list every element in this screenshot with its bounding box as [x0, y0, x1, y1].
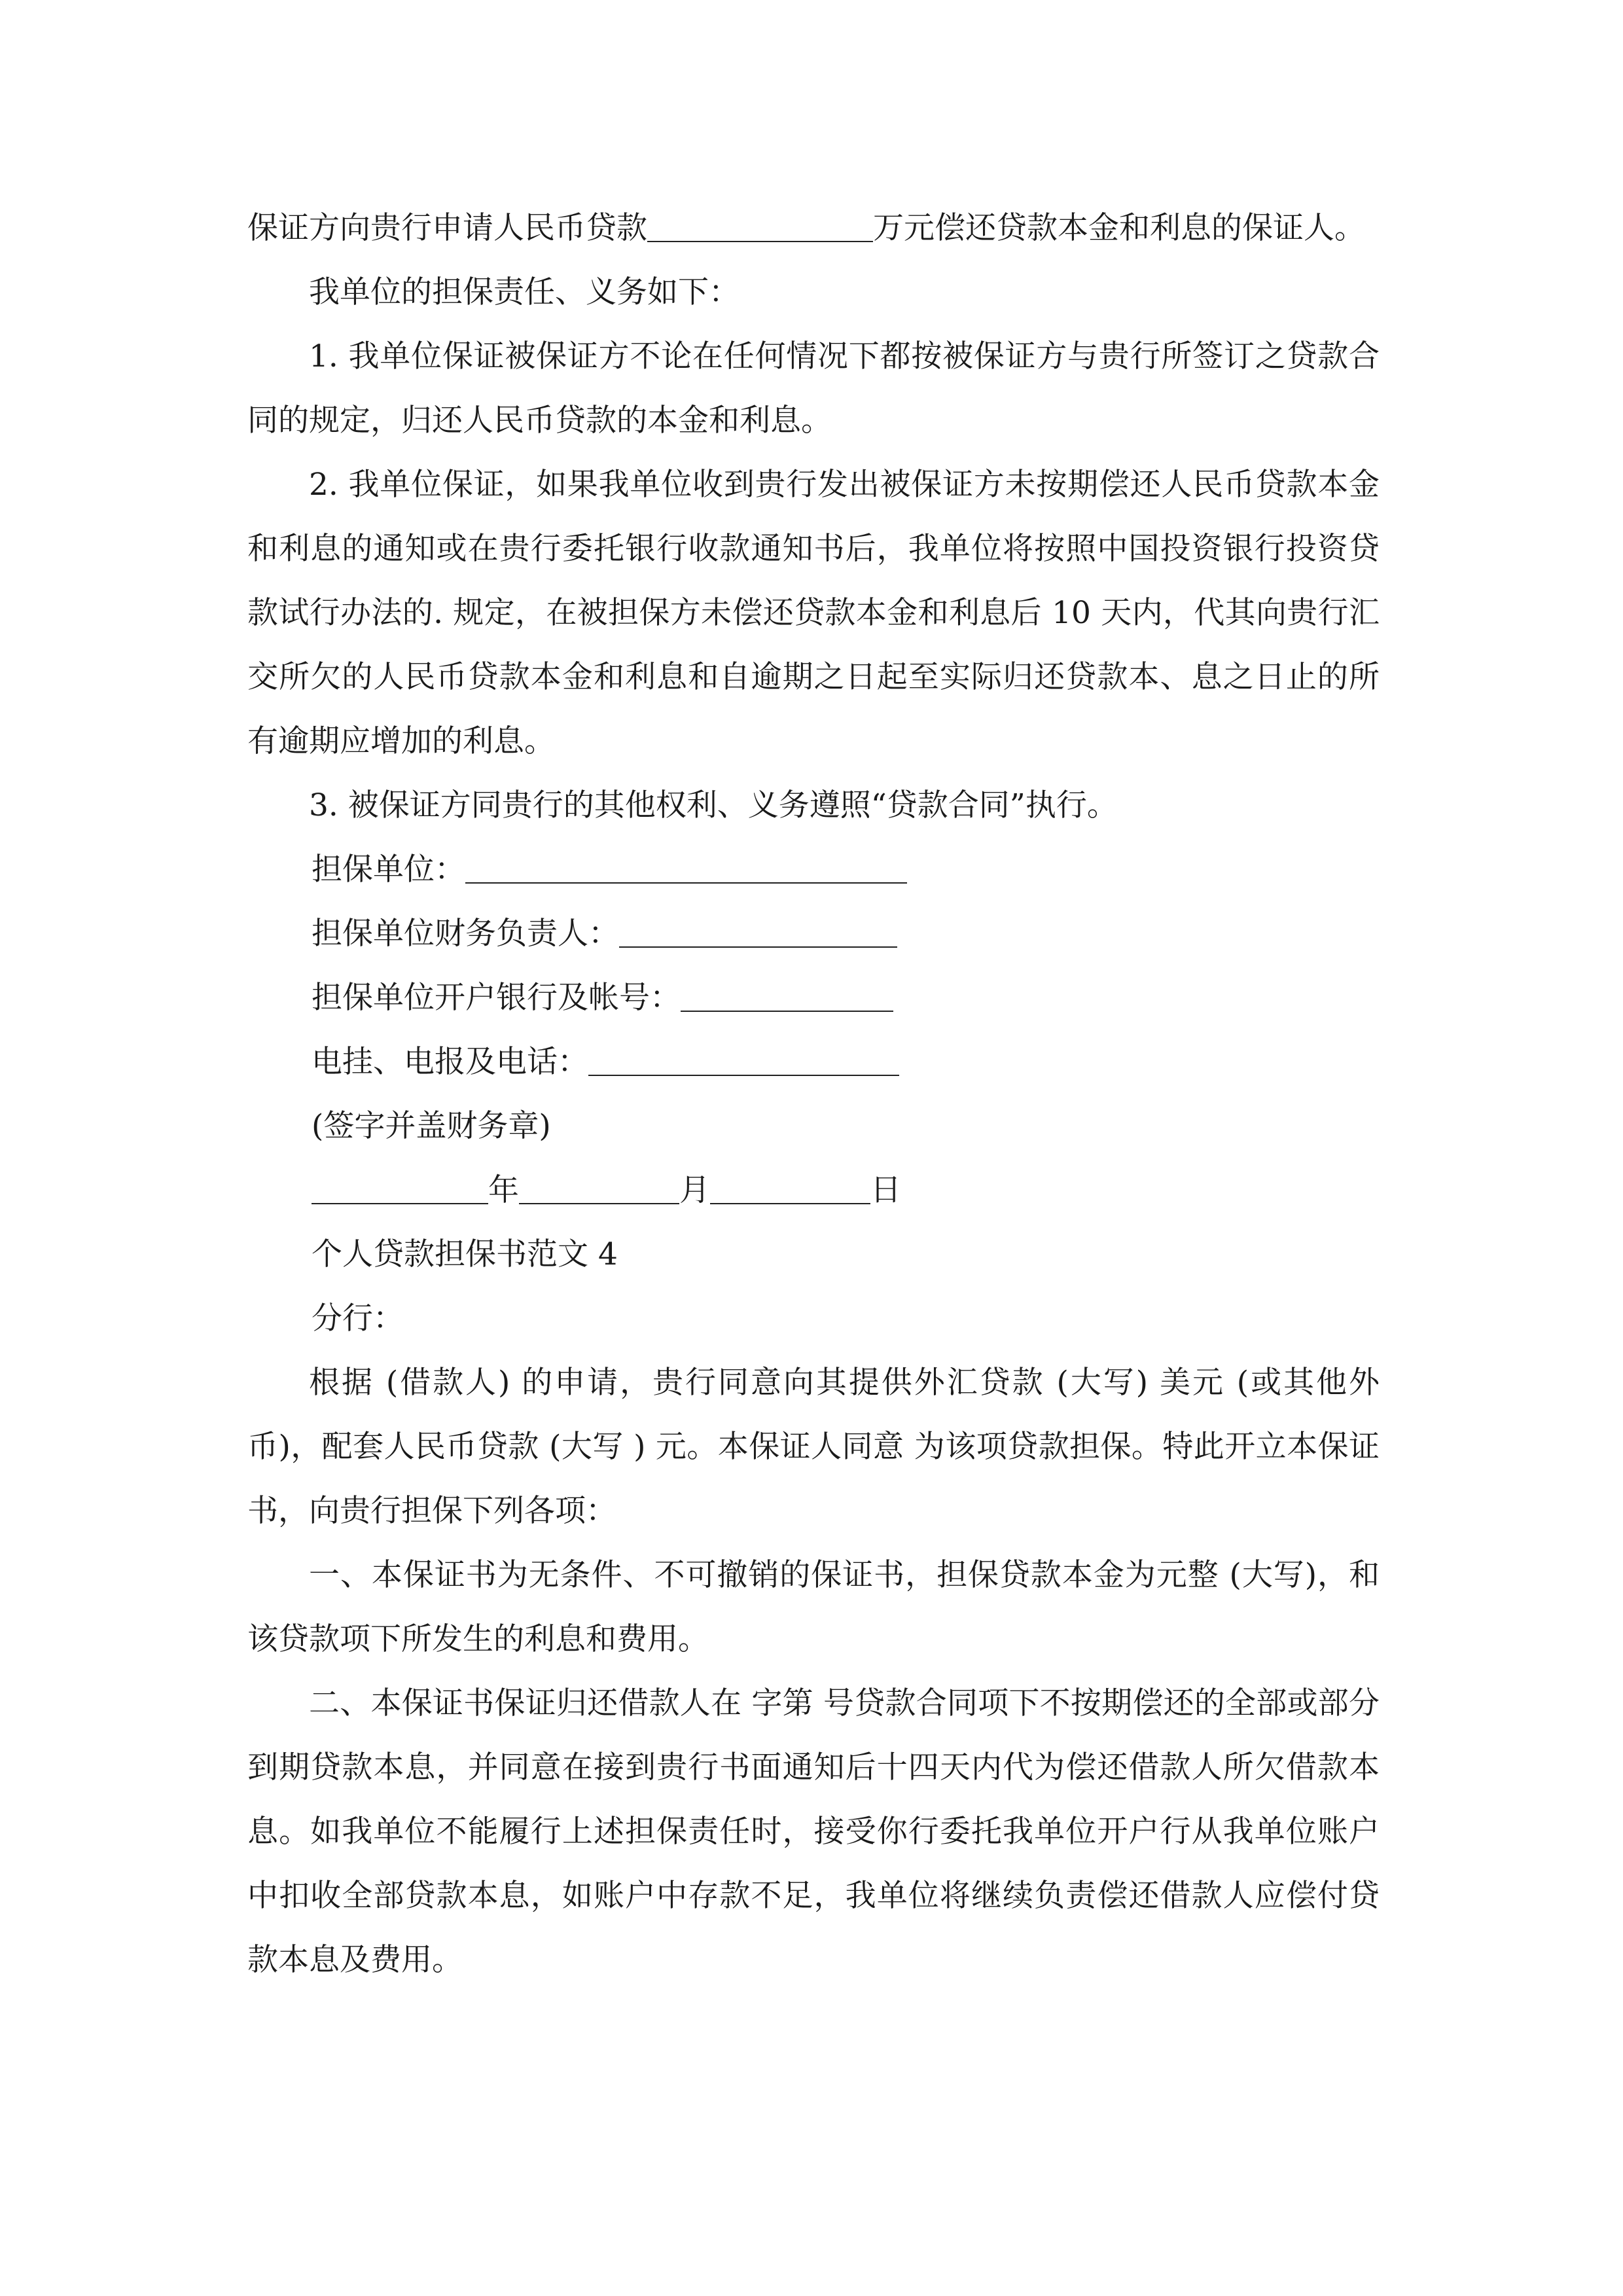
intro-text-a: 保证方向贵行申请人民币贷款 — [247, 210, 647, 246]
guarantee-clause-1: 一、本保证书为无条件、不可撤销的保证书，担保贷款本金为元整 (大写)，和该贷款项下所发生的利息和费用。 — [247, 1557, 1380, 1657]
day-blank — [710, 1172, 870, 1204]
bank-account-blank — [681, 980, 893, 1012]
document-body — [247, 196, 1380, 1992]
intro-paragraph — [247, 196, 1380, 260]
finance-head-label: 担保单位财务负责人： — [312, 916, 619, 952]
month-label: 月 — [679, 1172, 710, 1208]
duty-item-3: 3. 被保证方同贵行的其他权利、义务遵照“贷款合同”执行。 — [309, 787, 1118, 823]
guarantor-label: 担保单位： — [312, 852, 465, 888]
duty-item-1: 1. 我单位保证被保证方不论在任何情况下都按被保证方与贵行所签订之贷款合同的规定，归还人民币贷款的本金和利息。 — [247, 338, 1380, 439]
bank-account-field — [247, 966, 1380, 1030]
year-blank — [312, 1172, 488, 1204]
phone-field — [247, 1030, 1380, 1094]
bank-account-label: 担保单位开户银行及帐号： — [312, 980, 681, 1016]
guarantee-body: 根据 (借款人) 的申请，贵行同意向其提供外汇贷款 (大写) 美元 (或其他外币)，配套人民币贷款 (大写 ) 元。本保证人同意 为该项贷款担保。特此开立本保证书，向贵行担保下列各项： — [247, 1365, 1380, 1529]
year-label: 年 — [488, 1172, 519, 1208]
guarantor-blank — [465, 852, 907, 884]
date-line — [247, 1158, 1380, 1223]
intro-text-b: 万元偿还贷款本金和利息的保证人。 — [873, 210, 1365, 246]
duty-item-2: 2. 我单位保证，如果我单位收到贵行发出被保证方未按期偿还人民币贷款本金和利息的通知或在贵行委托银行收款通知书后，我单位将按照中国投资银行投资贷款试行办法的. 规定，在被担保方未偿还贷款本金和利息后 10 天内，代其向贵行汇交所欠的人民币贷款本金和利息和自逾期之日起至实际归还贷款本、息之日止的所有逾期应增加的利息。 — [247, 467, 1380, 759]
phone-blank — [588, 1044, 899, 1076]
finance-head-blank — [619, 916, 897, 948]
month-blank — [519, 1172, 679, 1204]
day-label: 日 — [870, 1172, 901, 1208]
loan-amount-blank — [647, 210, 873, 242]
section-title: 个人贷款担保书范文 4 — [312, 1236, 618, 1272]
addressee: 分行： — [312, 1300, 404, 1336]
guarantee-clause-2: 二、本保证书保证归还借款人在 字第 号贷款合同项下不按期偿还的全部或部分到期贷款本息，并同意在接到贵行书面通知后十四天内代为偿还借款人所欠借款本息。如我单位不能履行上述担保责任时，接受你行委托我单位开户行从我单位账户中扣收全部贷款本息，如账户中存款不足，我单位将继续负责偿还借款人应偿付贷款本息及费用。 — [247, 1685, 1380, 1978]
phone-label: 电挂、电报及电话： — [312, 1044, 588, 1080]
finance-head-field — [247, 902, 1380, 966]
duties-heading: 我单位的担保责任、义务如下： — [309, 274, 740, 310]
guarantor-field — [247, 838, 1380, 902]
seal-note: (签字并盖财务章) — [312, 1108, 551, 1144]
